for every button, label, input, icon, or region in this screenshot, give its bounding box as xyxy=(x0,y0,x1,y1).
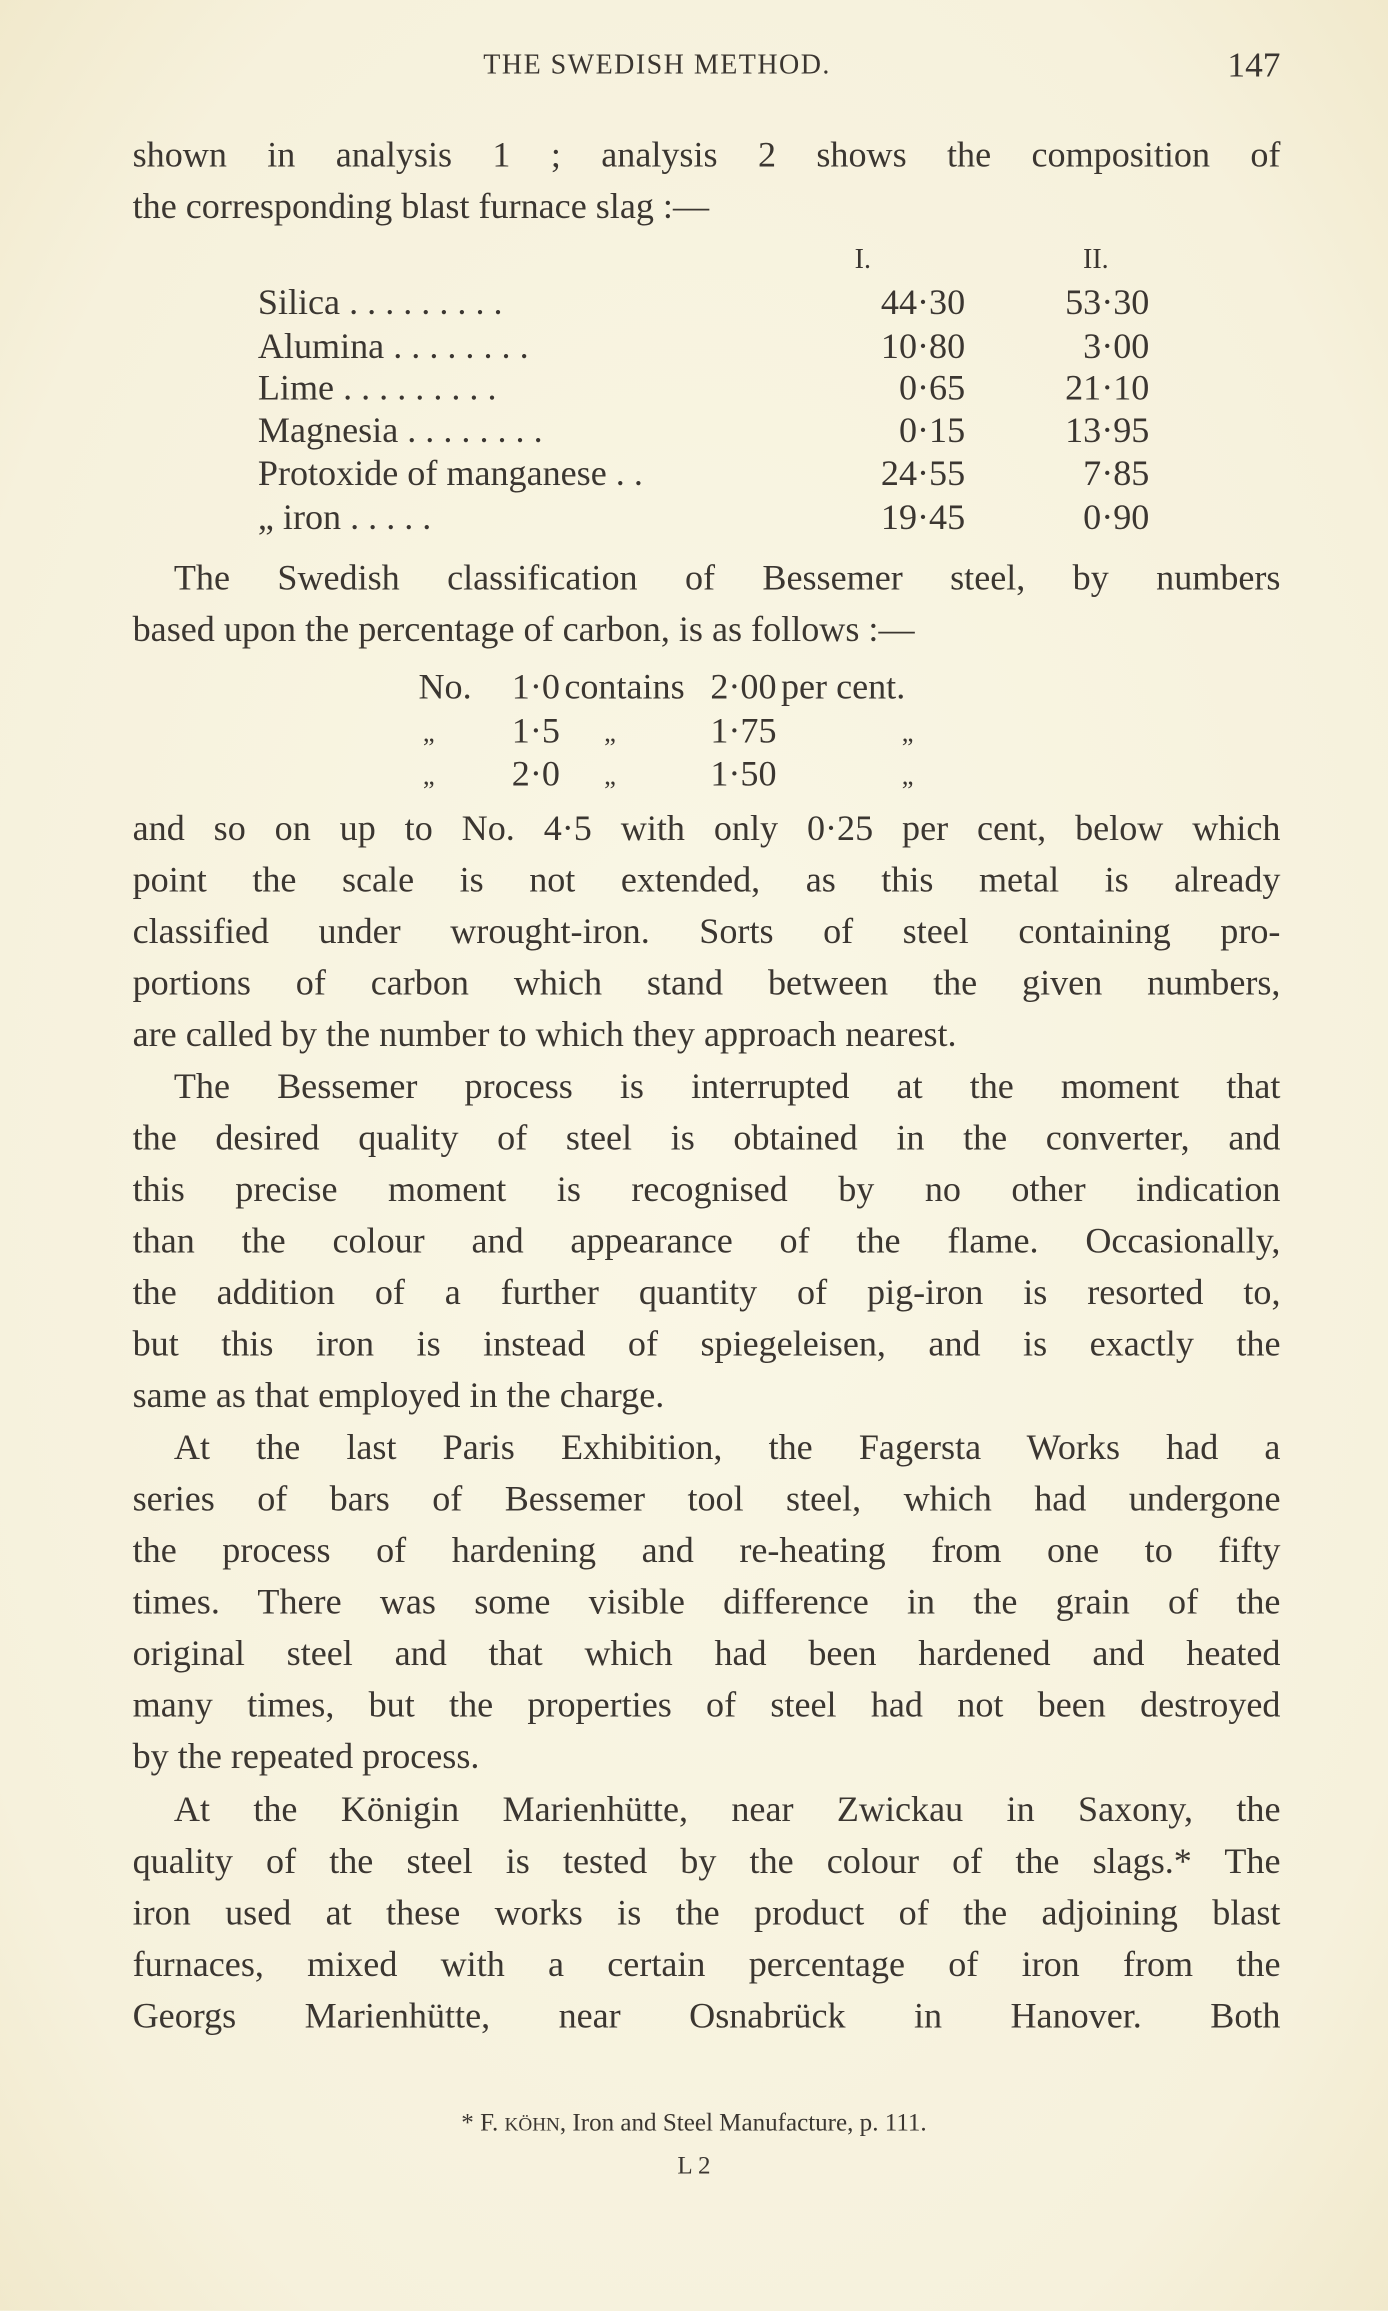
text-line: original steel and that which had been hardened and heated xyxy=(132,1633,1281,1674)
row-label: Magnesia . . . . . . . . xyxy=(257,411,543,451)
carbon-a: No. xyxy=(418,667,472,708)
carbon-pc: 1·50 xyxy=(710,754,777,795)
value-ii: 21·10 xyxy=(1065,368,1150,409)
text-line: based upon the percentage of carbon, is as follows :— xyxy=(132,609,915,650)
carbon-b: „ xyxy=(604,760,616,790)
text-line: by the repeated process. xyxy=(132,1737,480,1778)
text-line: classified under wrought-iron. Sorts of steel containing pro- xyxy=(132,911,1281,952)
value-i: 44·30 xyxy=(880,282,966,323)
table-row xyxy=(258,497,1157,541)
text-line: this precise moment is recognised by no other indication xyxy=(132,1169,1281,1210)
text-line: Georgs Marienhütte, near Osnabrück in Hanover. Both xyxy=(132,1996,1281,2037)
running-title: THE SWEDISH METHOD. xyxy=(483,50,831,82)
table-row xyxy=(258,326,1157,370)
text-line: but this iron is instead of spiegeleisen, and is exactly the xyxy=(132,1324,1281,1365)
signature-mark: L 2 xyxy=(677,2151,711,2180)
text-line: same as that employed in the charge. xyxy=(132,1376,665,1417)
text-line: than the colour and appearance of the flame. Occasionally, xyxy=(132,1221,1281,1262)
carbon-pc: 2·00 xyxy=(710,667,777,708)
carbon-a: „ xyxy=(422,760,435,790)
text-line: iron used at these works is the product of the adjoining blast xyxy=(132,1892,1281,1933)
col-header-ii: II. xyxy=(1083,244,1109,276)
text-line: quality of the steel is tested by the colour of the slags.* The xyxy=(132,1841,1281,1882)
carbon-no: 1·0 xyxy=(511,667,560,708)
text-line: the corresponding blast furnace slag :— xyxy=(132,186,710,227)
table-row xyxy=(258,410,1157,454)
text-line: series of bars of Bessemer tool steel, which had undergone xyxy=(132,1478,1281,1519)
page-number: 147 xyxy=(1227,47,1281,86)
text-line: point the scale is not extended, as this metal is already xyxy=(132,859,1281,900)
footnote-mark: * F. xyxy=(461,2108,499,2137)
value-ii: 3·00 xyxy=(1083,327,1150,367)
value-i: 24·55 xyxy=(880,453,966,494)
row-label: Silica . . . . . . . . . xyxy=(257,282,503,323)
carbon-b: „ xyxy=(604,717,616,748)
value-i: 0·65 xyxy=(898,368,966,409)
table-row xyxy=(258,367,1157,411)
row-label: Alumina . . . . . . . . xyxy=(257,327,529,367)
footnote-author: KÖHN xyxy=(504,2112,560,2136)
text-line: are called by the number to which they approach nearest. xyxy=(132,1015,957,1055)
text-line: The Swedish classification of Bessemer steel, by numbers xyxy=(173,557,1281,598)
footnote xyxy=(0,2109,1388,2138)
carbon-no: 1·5 xyxy=(511,711,560,752)
carbon-c: „ xyxy=(901,717,914,748)
text-line: the desired quality of steel is obtained in the converter, and xyxy=(132,1117,1281,1158)
value-ii: 0·90 xyxy=(1083,498,1150,538)
text-line: many times, but the properties of steel had not been destroyed xyxy=(132,1685,1281,1726)
carbon-c: per cent. xyxy=(780,667,906,708)
carbon-pc: 1·75 xyxy=(710,711,777,752)
carbon-c: „ xyxy=(901,760,914,790)
value-i: 10·80 xyxy=(880,327,966,367)
value-ii: 13·95 xyxy=(1065,411,1150,451)
table-row xyxy=(258,452,1157,496)
col-header-i: I. xyxy=(854,244,871,276)
text-line: furnaces, mixed with a certain percentage of iron from the xyxy=(132,1944,1281,1985)
row-label: Protoxide of manganese . . xyxy=(257,453,643,494)
table-row xyxy=(258,281,1157,325)
text-line: the addition of a further quantity of pig-iron is resorted to, xyxy=(132,1272,1281,1313)
row-label: „ iron . . . . . xyxy=(257,498,432,538)
value-i: 19·45 xyxy=(880,498,966,538)
text-line: The Bessemer process is interrupted at the moment that xyxy=(173,1066,1281,1106)
carbon-b: contains xyxy=(564,667,685,708)
text-line: times. There was some visible difference in the grain of the xyxy=(132,1582,1281,1623)
text-line: and so on up to No. 4·5 with only 0·25 per cent, below which xyxy=(132,808,1281,848)
text-line: the process of hardening and re-heating from one to fifty xyxy=(132,1530,1281,1571)
row-label: Lime . . . . . . . . . xyxy=(257,368,497,409)
value-i: 0·15 xyxy=(898,411,966,451)
value-ii: 53·30 xyxy=(1065,282,1150,323)
text-line: At the last Paris Exhibition, the Fagersta Works had a xyxy=(173,1427,1281,1467)
carbon-no: 2·0 xyxy=(511,754,560,795)
text-line: At the Königin Marienhütte, near Zwickau in Saxony, the xyxy=(173,1789,1281,1830)
footnote-text: , Iron and Steel Manufacture, p. 111. xyxy=(559,2108,927,2137)
value-ii: 7·85 xyxy=(1083,453,1150,494)
carbon-a: „ xyxy=(422,717,435,748)
text-line: portions of carbon which stand between the given numbers, xyxy=(132,963,1281,1004)
text-line: shown in analysis 1 ; analysis 2 shows the composition of xyxy=(132,134,1281,175)
